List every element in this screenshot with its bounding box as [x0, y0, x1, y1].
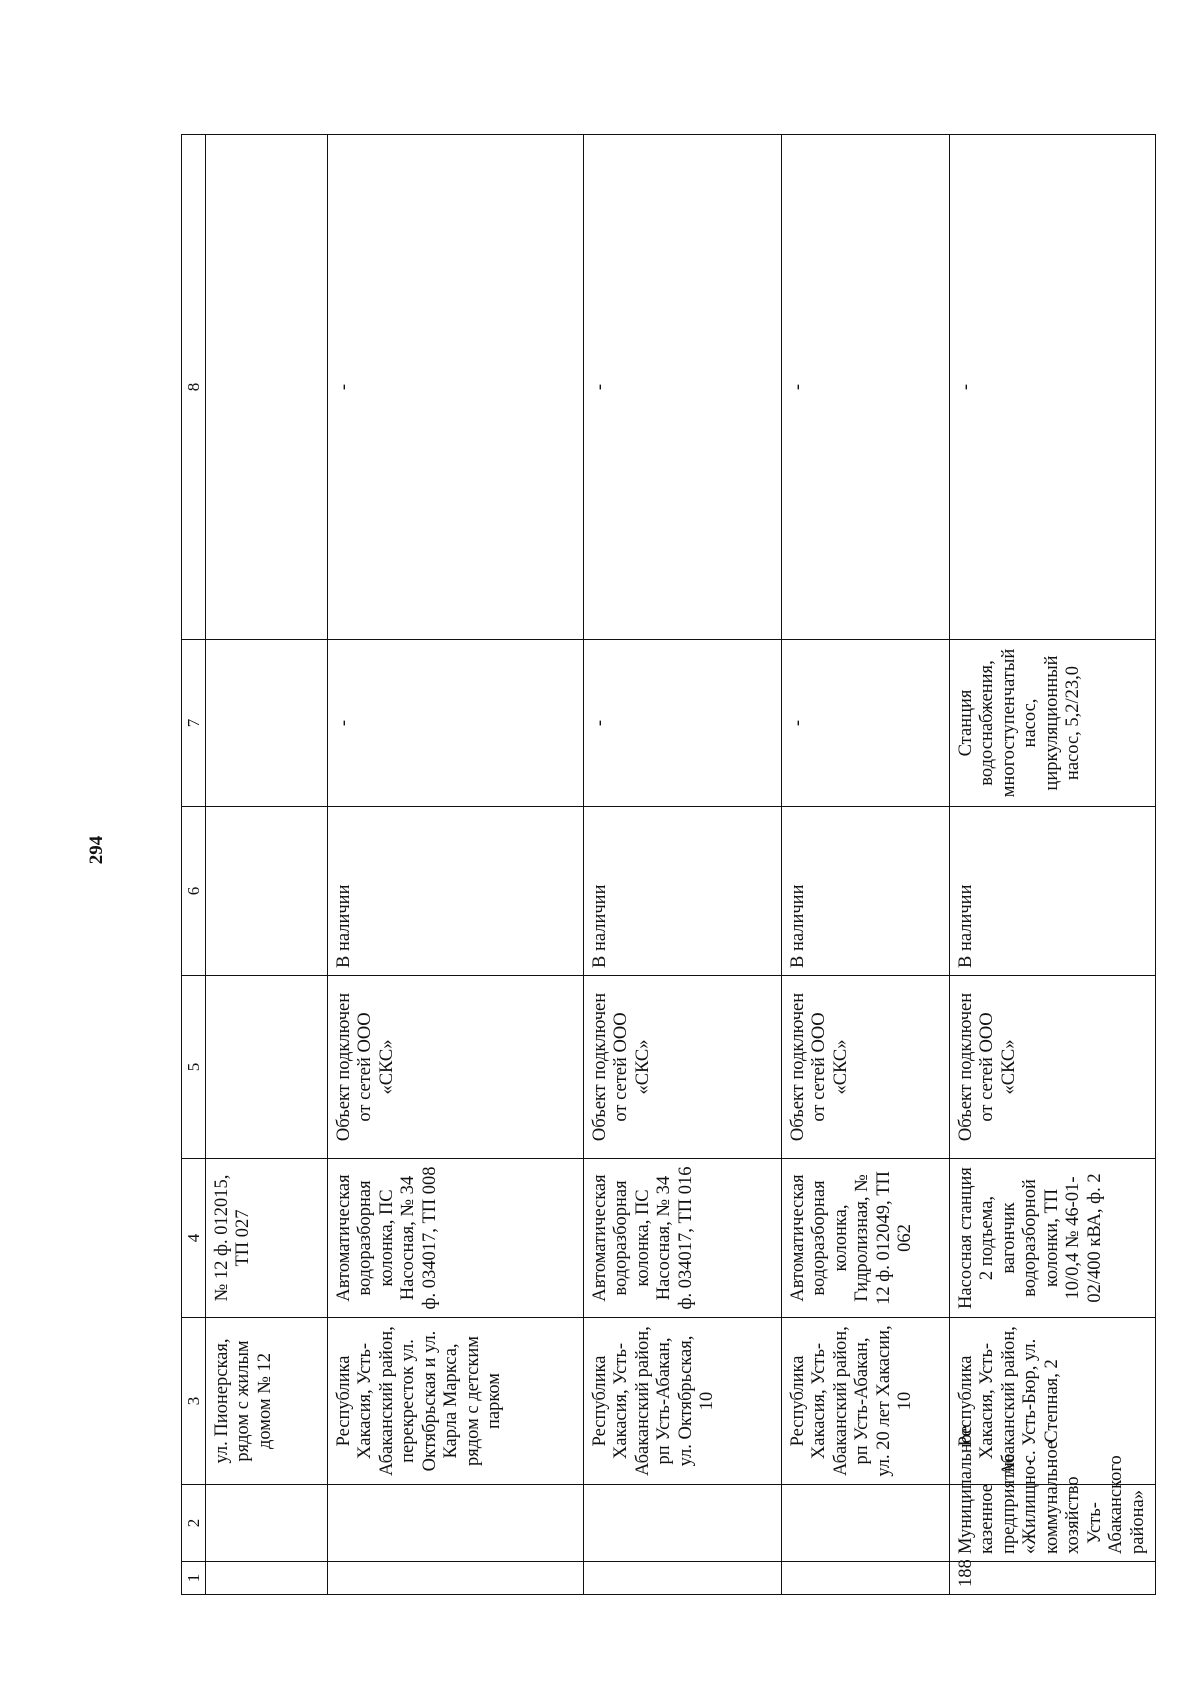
- cell-col1: [584, 1562, 782, 1595]
- cell-connection: Объект подключен от сетей ООО «СКС»: [328, 976, 584, 1159]
- cell-organization: Муниципальное казенное предприятие «Жилищно-коммунальное хозяйство Усть-Абаканского района»: [950, 1485, 1156, 1562]
- cell-col8: -: [328, 135, 584, 640]
- cell-equipment: Автоматическая водоразборная колонка, ПС Насосная, № 34 ф. 034017, ТП 016: [584, 1159, 782, 1318]
- cell-connection: [206, 976, 328, 1159]
- cell-col2: [206, 1485, 328, 1562]
- table-row: [584, 135, 782, 1595]
- cell-address: Республика Хакасия, Усть-Абаканский район, с. Усть-Бюр, ул. Степная, 2: [950, 1318, 1156, 1485]
- cell-address: Республика Хакасия, Усть-Абаканский район, перекресток ул. Октябрьская и ул. Карла Маркса, рядом с детским парком: [328, 1318, 584, 1485]
- cell-col8: -: [584, 135, 782, 640]
- cell-col1: [206, 1562, 328, 1595]
- table-header-row: [182, 135, 206, 1595]
- cell-col2: [782, 1485, 950, 1562]
- cell-col1: [782, 1562, 950, 1595]
- col-header-2: 2: [182, 1485, 206, 1562]
- cell-connection: Объект подключен от сетей ООО «СКС»: [950, 976, 1156, 1159]
- cell-address: ул. Пионерская, рядом с жилым домом № 12: [206, 1318, 328, 1485]
- cell-number: 188: [950, 1562, 1156, 1595]
- cell-availability: В наличии: [584, 807, 782, 976]
- cell-col7: -: [328, 640, 584, 807]
- cell-equipment: Насосная станция 2 подъема, вагончик водоразборной колонки, ТП 10/0,4 № 46-01-02/400 кВА, ф. 2: [950, 1159, 1156, 1318]
- data-table: [181, 134, 1156, 1595]
- cell-col8: [206, 135, 328, 640]
- col-header-7: 7: [182, 640, 206, 807]
- cell-col1: [328, 1562, 584, 1595]
- cell-equipment: Автоматическая водоразборная колонка, ПС Насосная, № 34 ф. 034017, ТП 008: [328, 1159, 584, 1318]
- cell-availability: В наличии: [782, 807, 950, 976]
- page-number: 294: [86, 835, 107, 865]
- cell-equipment: Автоматическая водоразборная колонка, Гидролизная, № 12 ф. 012049, ТП 062: [782, 1159, 950, 1318]
- cell-col2: [328, 1485, 584, 1562]
- cell-connection: Объект подключен от сетей ООО «СКС»: [584, 976, 782, 1159]
- col-header-1: 1: [182, 1562, 206, 1595]
- table-row: [328, 135, 584, 1595]
- table-row: [950, 135, 1156, 1595]
- cell-availability: [206, 807, 328, 976]
- col-header-5: 5: [182, 976, 206, 1159]
- table-container: [181, 135, 1148, 1595]
- cell-col8: -: [782, 135, 950, 640]
- cell-col7: -: [782, 640, 950, 807]
- cell-availability: В наличии: [328, 807, 584, 976]
- table-row: [206, 135, 328, 1595]
- col-header-4: 4: [182, 1159, 206, 1318]
- cell-availability: В наличии: [950, 807, 1156, 976]
- cell-address: Республика Хакасия, Усть-Абаканский район, рп Усть-Абакан, ул. 20 лет Хакасии, 10: [782, 1318, 950, 1485]
- table-row: [782, 135, 950, 1595]
- col-header-6: 6: [182, 807, 206, 976]
- col-header-3: 3: [182, 1318, 206, 1485]
- cell-col7: Станция водоснабжения, многоступенчатый насос, циркуляционный насос, 5,2/23,0: [950, 640, 1156, 807]
- cell-col7: [206, 640, 328, 807]
- cell-address: Республика Хакасия, Усть-Абаканский район, рп Усть-Абакан, ул. Октябрьская, 10: [584, 1318, 782, 1485]
- cell-connection: Объект подключен от сетей ООО «СКС»: [782, 976, 950, 1159]
- cell-col2: [584, 1485, 782, 1562]
- cell-col8: -: [950, 135, 1156, 640]
- col-header-8: 8: [182, 135, 206, 640]
- cell-equipment: № 12 ф. 012015, ТП 027: [206, 1159, 328, 1318]
- cell-col7: -: [584, 640, 782, 807]
